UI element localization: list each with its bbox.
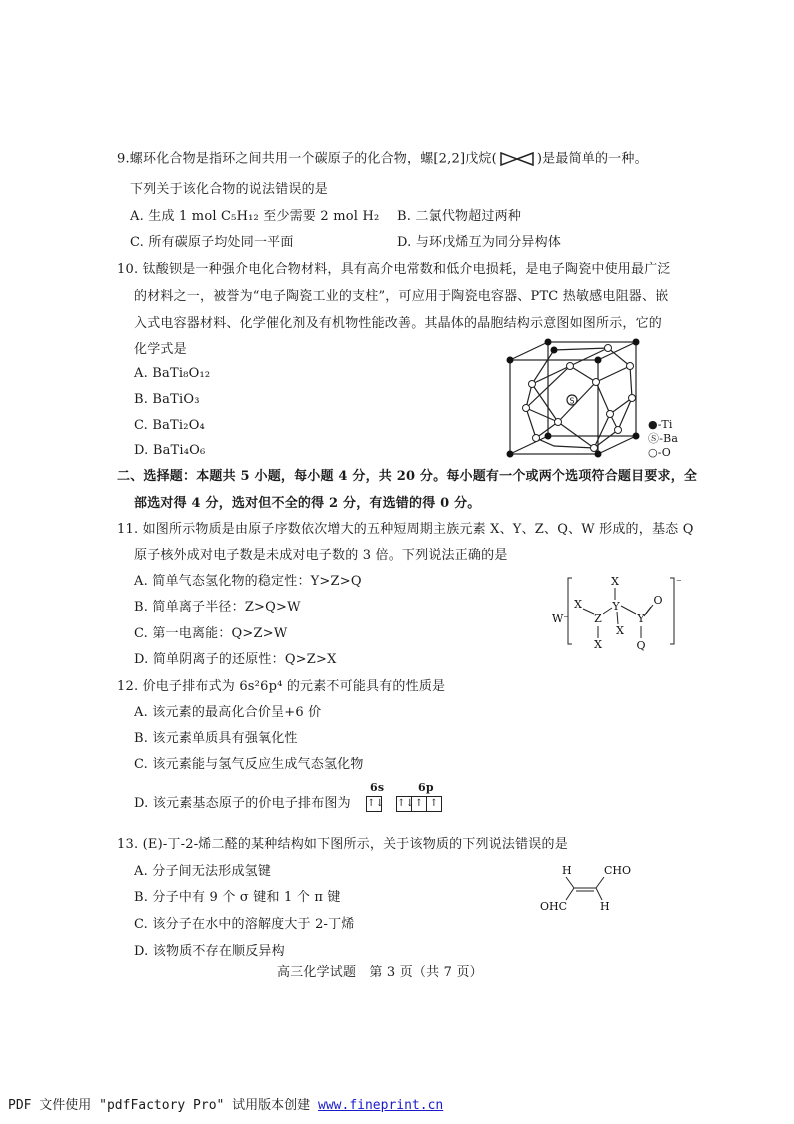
q9-stem-b: )是最简单的一种。 <box>536 151 648 167</box>
crystal-cell-diagram <box>500 338 670 460</box>
q9-line2: 下列关于该化合物的说法错误的是 <box>130 182 329 197</box>
page-footer: 高三化学试题 第 3 页（共 7 页） <box>277 965 483 980</box>
q11-x-bottom: X <box>594 638 602 651</box>
q9-option-d: D. 与环戊烯互为同分异构体 <box>397 235 562 250</box>
section2-line1: 二、选择题：本题共 5 小题，每小题 4 分，共 20 分。每小题有一个或两个选项符合题目要求，全 <box>117 469 698 484</box>
q9-option-a: A. 生成 1 mol C₅H₁₂ 至少需要 2 mol H₂ <box>130 209 380 224</box>
spiropentane-icon <box>497 151 537 167</box>
q12-option-b: B. 该元素单质具有强氧化性 <box>134 731 298 746</box>
q11-x-right: X <box>616 624 624 637</box>
orbital-6s-box <box>366 796 385 813</box>
svg-text:S: S <box>569 396 575 406</box>
q12-option-c: C. 该元素能与氢气反应生成气态氢化物 <box>134 757 364 772</box>
legend-o: ○-O <box>648 446 671 459</box>
q13-cho: CHO <box>604 864 632 877</box>
q11-option-b: B. 简单离子半径：Z>Q>W <box>134 600 301 615</box>
q11-w: W⁻ <box>552 612 570 625</box>
pdffactory-watermark <box>8 1094 443 1113</box>
q13-ohc: OHC <box>540 900 568 913</box>
q10-line3: 入式电容器材料、化学催化剂及有机物性能改善。其晶体的晶胞结构示意图如图所示，它的 <box>134 316 663 331</box>
q9-option-c: C. 所有碳原子均处同一平面 <box>130 235 294 250</box>
q11-structure-diagram <box>548 572 684 654</box>
q13-structure-diagram <box>540 860 640 916</box>
orbital-p-1: ↑↓ <box>396 796 412 812</box>
q9-stem-a: 9.螺环化合物是指环之间共用一个碳原子的化合物，螺[2,2]戊烷( <box>117 151 497 167</box>
q11-x-left: X <box>574 598 582 611</box>
q10-line4: 化学式是 <box>134 342 187 357</box>
section2-line2: 部选对得 4 分，选对但不全的得 2 分，有选错的得 0 分。 <box>134 496 481 511</box>
q13-option-d: D. 该物质不存在顺反异构 <box>134 944 285 959</box>
orbital-s-1: ↑↓ <box>366 796 382 812</box>
q11-option-d: D. 简单阴离子的还原性：Q>Z>X <box>134 652 337 667</box>
watermark-text: PDF 文件使用 "pdfFactory Pro" 试用版本创建 <box>8 1098 319 1113</box>
q11-x-top: X <box>611 575 619 588</box>
q12-option-d: D. 该元素基态原子的价电子排布图为 <box>134 796 351 811</box>
q10-line1: 10. 钛酸钡是一种强介电化合物材料，具有高介电常数和低介电损耗，是电子陶瓷中使用最广泛 <box>117 262 671 277</box>
q11-option-c: C. 第一电离能：Q>Z>W <box>134 626 288 641</box>
q10-option-a: A. BaTi₈O₁₂ <box>134 366 211 381</box>
q11-y2: Y <box>637 612 645 625</box>
q13-h1: H <box>562 864 572 877</box>
q11-y1: Y <box>612 600 620 613</box>
watermark-link[interactable]: www.fineprint.cn <box>318 1098 444 1113</box>
q11-line1: 11. 如图所示物质是由原子序数依次增大的五种短周期主族元素 X、Y、Z、Q、W 形成的，基态 Q <box>117 522 694 537</box>
q13-option-a: A. 分子间无法形成氢键 <box>134 864 272 879</box>
q11-z: Z <box>594 612 602 625</box>
q12-line1: 12. 价电子排布式为 6s²6p⁴ 的元素不可能具有的性质是 <box>117 679 446 694</box>
q10-option-d: D. BaTi₄O₆ <box>134 443 206 458</box>
q13-h2: H <box>600 900 610 913</box>
q10-option-b: B. BaTiO₃ <box>134 392 200 407</box>
orbital-6s-label: 6s <box>370 781 385 794</box>
q10-line2: 的材料之一，被誉为“电子陶瓷工业的支柱”，可应用于陶瓷电容器、PTC 热敏感电阻器、嵌 <box>134 289 669 304</box>
q11-option-a: A. 简单气态氢化物的稳定性：Y>Z>Q <box>134 574 362 589</box>
q13-option-b: B. 分子中有 9 个 σ 键和 1 个 π 键 <box>134 890 341 905</box>
q9-option-b: B. 二氯代物超过两种 <box>397 209 522 224</box>
orbital-p-3: ↑ <box>426 796 442 812</box>
q10-option-c: C. BaTi₂O₄ <box>134 418 205 433</box>
q12-option-a: A. 该元素的最高化合价呈+6 价 <box>134 705 322 720</box>
q13-line1: 13. (E)-丁-2-烯二醛的某种结构如下图所示，关于该物质的下列说法错误的是 <box>117 837 568 852</box>
legend-ti: ●-Ti <box>648 418 673 431</box>
q11-q: Q <box>636 639 646 652</box>
q9-stem <box>117 151 648 168</box>
orbital-p-2: ↑ <box>411 796 427 812</box>
orbital-6p-boxes <box>396 796 441 813</box>
q11-charge: ⁻ <box>676 576 682 589</box>
q13-option-c: C. 该分子在水中的溶解度大于 2-丁烯 <box>134 917 355 932</box>
q11-line2: 原子核外成对电子数是未成对电子数的 3 倍。下列说法正确的是 <box>134 548 508 563</box>
q11-o: O <box>653 594 663 607</box>
orbital-6p-label: 6p <box>418 781 434 794</box>
legend-ba: Ⓢ-Ba <box>648 432 679 445</box>
